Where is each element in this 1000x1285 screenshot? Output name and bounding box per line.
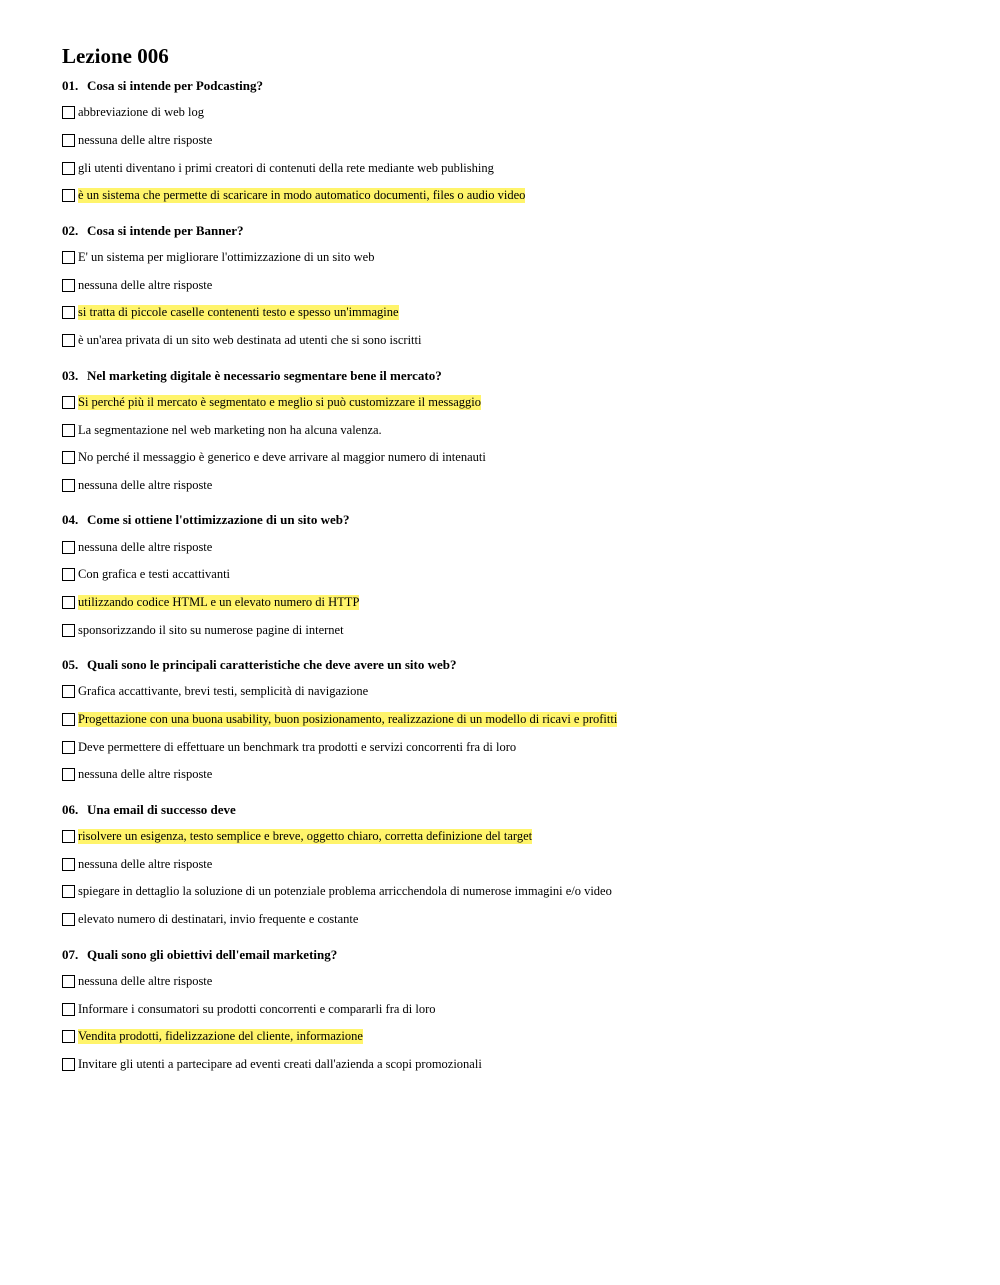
answer-checkbox[interactable] [62, 913, 75, 926]
question-heading [62, 223, 962, 241]
answer-text: è un'area privata di un sito web destinata ad utenti che si sono iscritti [78, 333, 422, 348]
answer-text-highlighted: Si perché più il mercato è segmentato e meglio si può customizzare il messaggio [78, 394, 482, 409]
answer-option[interactable] [62, 906, 962, 934]
answer-option[interactable] [62, 995, 962, 1023]
question-number: 03. [62, 367, 79, 383]
answer-text: nessuna delle altre risposte [78, 277, 213, 292]
answer-checkbox[interactable] [62, 334, 75, 347]
answer-option[interactable] [62, 733, 962, 761]
question-text: Quali sono le principali caratteristiche che deve avere un sito web? [87, 657, 457, 672]
question-block [62, 947, 962, 1079]
answer-option[interactable] [62, 154, 962, 182]
answer-text: nessuna delle altre risposte [78, 477, 213, 492]
answer-option[interactable] [62, 99, 962, 127]
answer-text: nessuna delle altre risposte [78, 767, 213, 782]
answer-option[interactable] [62, 616, 962, 644]
question-heading [62, 512, 962, 530]
answer-option[interactable] [62, 678, 962, 706]
answer-checkbox[interactable] [62, 1058, 75, 1071]
question-block [62, 802, 962, 934]
answer-checkbox[interactable] [62, 858, 75, 871]
answer-text: gli utenti diventano i primi creatori di contenuti della rete mediante web publishing [78, 160, 494, 175]
answer-checkbox[interactable] [62, 1030, 75, 1043]
question-number: 06. [62, 801, 79, 817]
answer-option[interactable] [62, 327, 962, 355]
answer-text: Con grafica e testi accattivanti [78, 567, 231, 582]
question-heading [62, 802, 962, 820]
question-heading [62, 78, 962, 96]
answer-text: nessuna delle altre risposte [78, 539, 213, 554]
answer-text-highlighted: utilizzando codice HTML e un elevato numero di HTTP [78, 594, 360, 609]
question-list [62, 78, 962, 1078]
question-heading [62, 368, 962, 386]
answer-checkbox[interactable] [62, 568, 75, 581]
answer-option[interactable] [62, 1051, 962, 1079]
answer-option[interactable] [62, 416, 962, 444]
answer-option[interactable] [62, 589, 962, 617]
answer-text-highlighted: Progettazione con una buona usability, buon posizionamento, realizzazione di un modello di ricavi e profitti [78, 712, 618, 727]
question-number: 02. [62, 222, 79, 238]
answer-option[interactable] [62, 706, 962, 734]
answer-checkbox[interactable] [62, 1003, 75, 1016]
answer-list [62, 533, 962, 644]
answer-checkbox[interactable] [62, 596, 75, 609]
answer-text: elevato numero di destinatari, invio frequente e costante [78, 912, 359, 927]
answer-checkbox[interactable] [62, 306, 75, 319]
answer-option[interactable] [62, 299, 962, 327]
answer-option[interactable] [62, 389, 962, 417]
answer-checkbox[interactable] [62, 713, 75, 726]
question-block [62, 368, 962, 500]
answer-option[interactable] [62, 182, 962, 210]
answer-checkbox[interactable] [62, 685, 75, 698]
answer-checkbox[interactable] [62, 768, 75, 781]
question-text: Cosa si intende per Podcasting? [87, 78, 263, 93]
document-page [62, 44, 962, 1091]
question-heading [62, 657, 962, 675]
question-number: 05. [62, 657, 79, 672]
answer-text: La segmentazione nel web marketing non ha alcuna valenza. [78, 422, 382, 437]
answer-list [62, 678, 962, 789]
answer-option[interactable] [62, 850, 962, 878]
question-block [62, 512, 962, 644]
question-block [62, 223, 962, 355]
answer-text: Informare i consumatori su prodotti concorrenti e compararli fra di loro [78, 1001, 436, 1016]
answer-option[interactable] [62, 823, 962, 851]
question-number: 01. [62, 78, 79, 93]
answer-option[interactable] [62, 127, 962, 155]
answer-text: nessuna delle altre risposte [78, 856, 213, 871]
answer-checkbox[interactable] [62, 162, 75, 175]
answer-list [62, 244, 962, 355]
answer-option[interactable] [62, 1023, 962, 1051]
question-heading [62, 947, 962, 965]
answer-option[interactable] [62, 444, 962, 472]
answer-text: spiegare in dettaglio la soluzione di un potenziale problema arricchendola di numerose immagini e/o video [78, 884, 612, 899]
answer-list [62, 99, 962, 210]
question-number: 07. [62, 946, 79, 962]
question-number: 04. [62, 512, 79, 528]
answer-checkbox[interactable] [62, 479, 75, 492]
question-text: Quali sono gli obiettivi dell'email marketing? [87, 946, 338, 962]
question-text: Nel marketing digitale è necessario segmentare bene il mercato? [87, 367, 442, 383]
answer-checkbox[interactable] [62, 279, 75, 292]
answer-option[interactable] [62, 561, 962, 589]
answer-text-highlighted: è un sistema che permette di scaricare in modo automatico documenti, files o audio video [78, 188, 526, 203]
answer-text: Invitare gli utenti a partecipare ad eventi creati dall'azienda a scopi promozionali [78, 1056, 482, 1071]
answer-checkbox[interactable] [62, 830, 75, 843]
answer-text: nessuna delle altre risposte [78, 133, 213, 148]
answer-list [62, 968, 962, 1079]
answer-text-highlighted: Vendita prodotti, fidelizzazione del cliente, informazione [78, 1029, 363, 1044]
answer-text: E' un sistema per migliorare l'ottimizzazione di un sito web [78, 250, 375, 265]
answer-option[interactable] [62, 244, 962, 272]
answer-checkbox[interactable] [62, 106, 75, 119]
answer-text: No perché il messaggio è generico e deve arrivare al maggior numero di intenauti [78, 450, 486, 465]
answer-text: nessuna delle altre risposte [78, 973, 213, 988]
answer-text-highlighted: si tratta di piccole caselle contenenti testo e spesso un'immagine [78, 305, 399, 320]
answer-text: Deve permettere di effettuare un benchmark tra prodotti e servizi concorrenti fra di loro [78, 739, 517, 754]
question-block [62, 657, 962, 789]
answer-option[interactable] [62, 472, 962, 500]
answer-option[interactable] [62, 761, 962, 789]
answer-checkbox[interactable] [62, 975, 75, 988]
page-title: Lezione 006 [62, 44, 169, 68]
answer-text-highlighted: risolvere un esigenza, testo semplice e breve, oggetto chiaro, corretta definizione del target [78, 829, 533, 844]
answer-checkbox[interactable] [62, 134, 75, 147]
answer-checkbox[interactable] [62, 624, 75, 637]
question-text: Cosa si intende per Banner? [87, 222, 244, 238]
answer-checkbox[interactable] [62, 396, 75, 409]
answer-option[interactable] [62, 878, 962, 906]
answer-option[interactable] [62, 968, 962, 996]
answer-option[interactable] [62, 533, 962, 561]
answer-checkbox[interactable] [62, 189, 75, 202]
answer-list [62, 389, 962, 500]
answer-checkbox[interactable] [62, 424, 75, 437]
answer-checkbox[interactable] [62, 885, 75, 898]
answer-text: sponsorizzando il sito su numerose pagine di internet [78, 622, 344, 637]
answer-checkbox[interactable] [62, 251, 75, 264]
answer-list [62, 823, 962, 934]
question-block [62, 78, 962, 210]
answer-checkbox[interactable] [62, 741, 75, 754]
answer-checkbox[interactable] [62, 541, 75, 554]
question-text: Come si ottiene l'ottimizzazione di un sito web? [87, 512, 350, 528]
answer-text: Grafica accattivante, brevi testi, semplicità di navigazione [78, 684, 369, 699]
answer-text: abbreviazione di web log [78, 105, 204, 120]
answer-option[interactable] [62, 271, 962, 299]
answer-checkbox[interactable] [62, 451, 75, 464]
question-text: Una email di successo deve [87, 801, 236, 817]
